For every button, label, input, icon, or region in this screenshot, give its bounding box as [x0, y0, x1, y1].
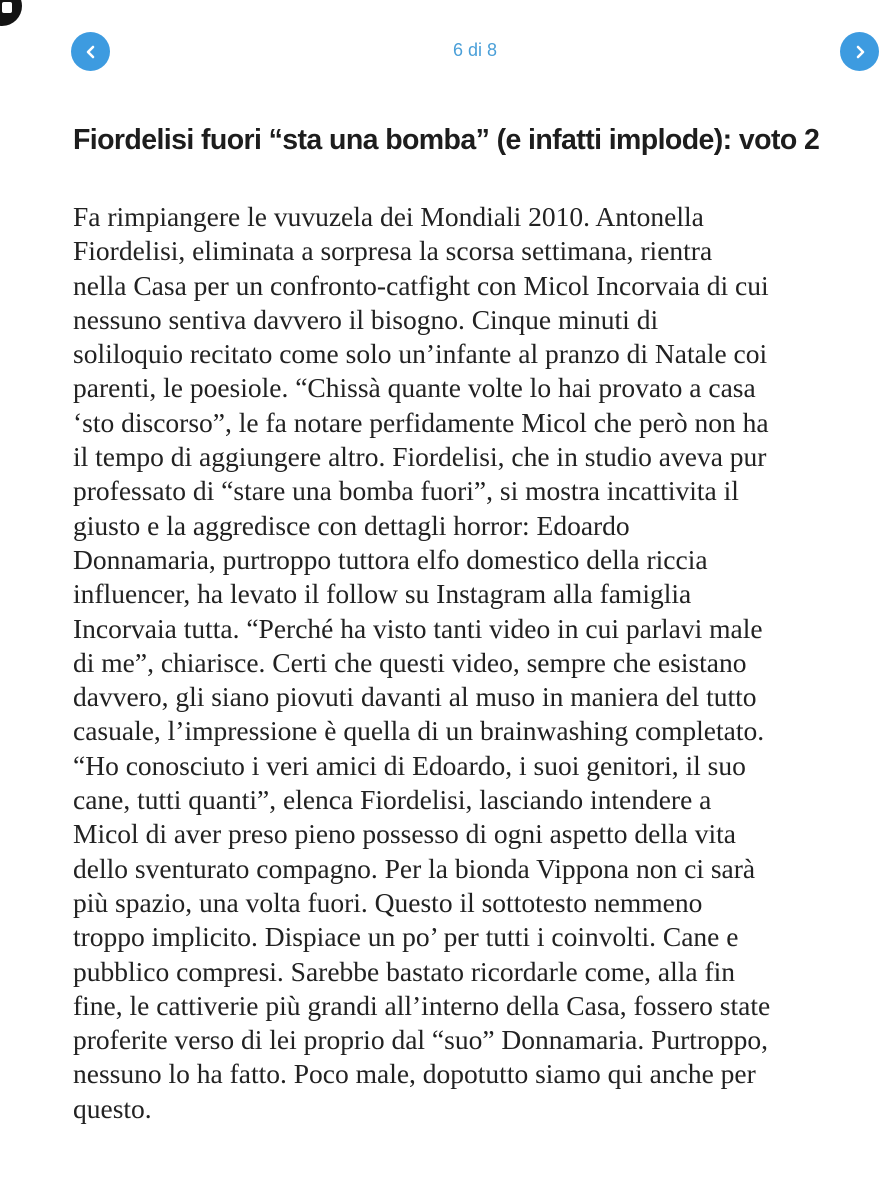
article-body-line: più spazio, una volta fuori. Questo il sottotesto nemmeno — [73, 886, 703, 918]
page-indicator: 6 di 8 — [452, 40, 498, 60]
article-body-line: davvero, gli siano piovuti davanti al muso in maniera del tutto — [73, 681, 757, 713]
chevron-right-icon — [852, 44, 868, 60]
article-body-line: ‘sto discorso”, le fa notare perfidamente Micol che però non ha — [73, 406, 769, 438]
article-body-line: proferite verso di lei proprio dal “suo” Donnamaria. Purtroppo, — [73, 1024, 768, 1056]
article-body-line: parenti, le poesiole. “Chissà quante volte lo hai provato a casa — [73, 372, 756, 404]
article-body-line: il tempo di aggiungere altro. Fiordelisi, che in studio aveva pur — [73, 441, 767, 473]
article-body-line: nessuno lo ha fatto. Poco male, dopotutto siamo qui anche per — [73, 1058, 756, 1090]
article-body-line: “Ho conosciuto i veri amici di Edoardo, i suoi genitori, il suo — [73, 749, 746, 781]
article-body-line: Micol di aver preso pieno possesso di ogni aspetto della vita — [73, 818, 736, 850]
next-page-button[interactable] — [840, 32, 879, 71]
article-body-line: dello sventurato compagno. Per la bionda Vippona non ci sarà — [73, 852, 756, 884]
article-body-line: nella Casa per un confronto-catfight con Micol Incorvaia di cui — [73, 269, 769, 301]
article-body-line: Fa rimpiangere le vuvuzela dei Mondiali 2010. Antonella — [73, 201, 704, 232]
article-body-line: cane, tutti quanti”, elenca Fiordelisi, lasciando intendere a — [73, 784, 712, 816]
gallery-pager — [0, 32, 895, 74]
article-body — [73, 200, 883, 1126]
article-body-line: di me”, chiarisce. Certi che questi video, sempre che esistano — [73, 646, 747, 678]
article-body-line: questo. — [73, 1092, 152, 1124]
article-body-line: professato di “stare una bomba fuori”, si mostra incattivita il — [73, 475, 739, 507]
share-icon[interactable] — [0, 0, 22, 26]
article-body-line: fine, le cattiverie più grandi all’interno della Casa, fossero state — [73, 989, 771, 1021]
article-body-line: nessuno sentiva davvero il bisogno. Cinque minuti di — [73, 303, 659, 335]
article-body-line: Incorvaia tutta. “Perché ha visto tanti video in cui parlavi male — [73, 612, 763, 644]
article-headline: Fiordelisi fuori “sta una bomba” (e infatti implode): voto 2 — [73, 124, 820, 156]
article-body-line: Fiordelisi, eliminata a sorpresa la scorsa settimana, rientra — [73, 235, 713, 267]
article-body-line: troppo implicito. Dispiace un po’ per tutti i coinvolti. Cane e — [73, 921, 739, 953]
article-body-line: soliloquio recitato come solo un’infante al pranzo di Natale coi — [73, 338, 768, 370]
article-body-line: Donnamaria, purtroppo tuttora elfo domestico della riccia — [73, 543, 708, 575]
article-body-line: pubblico compresi. Sarebbe bastato ricordarle come, alla fin — [73, 955, 736, 987]
article-body-line: giusto e la aggredisce con dettagli horror: Edoardo — [73, 509, 630, 541]
article-body-line: casuale, l’impressione è quella di un brainwashing completato. — [73, 715, 765, 747]
article-body-line: influencer, ha levato il follow su Instagram alla famiglia — [73, 578, 692, 610]
